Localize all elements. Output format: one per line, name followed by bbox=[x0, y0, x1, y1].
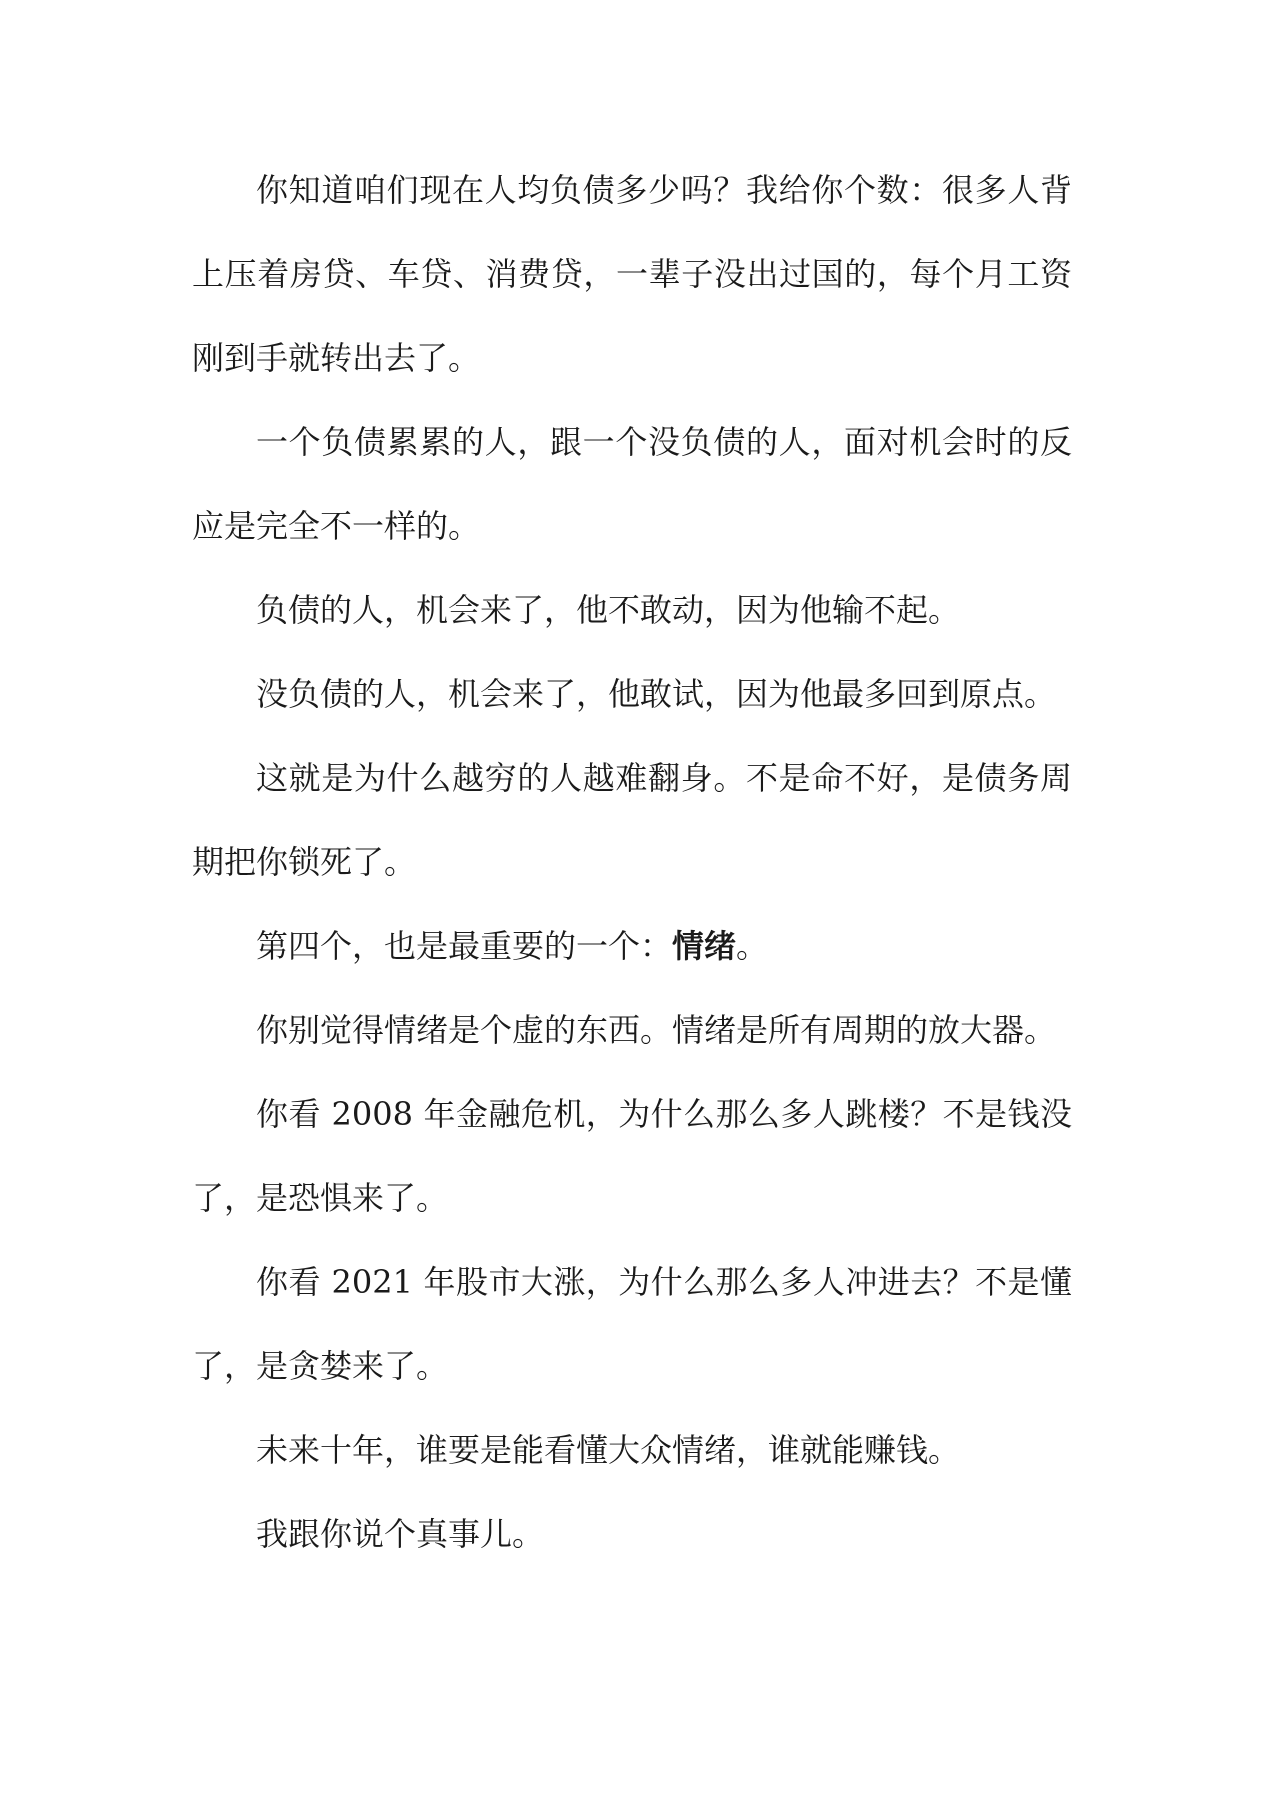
paragraph-1: 你知道咱们现在人均负债多少吗？我给你个数：很多人背上压着房贷、车贷、消费贷，一辈子没出过国的，每个月工资刚到手就转出去了。 bbox=[192, 171, 1072, 377]
paragraph-7: 你别觉得情绪是个虚的东西。情绪是所有周期的放大器。 bbox=[256, 1011, 1057, 1049]
document-body bbox=[192, 148, 1072, 1576]
paragraph-6 bbox=[192, 904, 1072, 988]
paragraph-9: 你看 2021 年股市大涨，为什么那么多人冲进去？不是懂了，是贪婪来了。 bbox=[192, 1263, 1072, 1385]
paragraph-8: 你看 2008 年金融危机，为什么那么多人跳楼？不是钱没了，是恐惧来了。 bbox=[192, 1095, 1072, 1217]
paragraph-10: 未来十年，谁要是能看懂大众情绪，谁就能赚钱。 bbox=[256, 1431, 961, 1469]
paragraph-4: 没负债的人，机会来了，他敢试，因为他最多回到原点。 bbox=[256, 675, 1057, 713]
paragraph-11: 我跟你说个真事儿。 bbox=[256, 1515, 545, 1553]
paragraph-3: 负债的人，机会来了，他不敢动，因为他输不起。 bbox=[256, 591, 961, 629]
paragraph-6-lead: 第四个，也是最重要的一个： bbox=[256, 927, 673, 965]
paragraph-5: 这就是为什么越穷的人越难翻身。不是命不好，是债务周期把你锁死了。 bbox=[192, 759, 1072, 881]
paragraph-6-end: 。 bbox=[736, 927, 769, 965]
paragraph-2: 一个负债累累的人，跟一个没负债的人，面对机会时的反应是完全不一样的。 bbox=[192, 423, 1072, 545]
emphasis-emotion: 情绪 bbox=[672, 927, 737, 965]
